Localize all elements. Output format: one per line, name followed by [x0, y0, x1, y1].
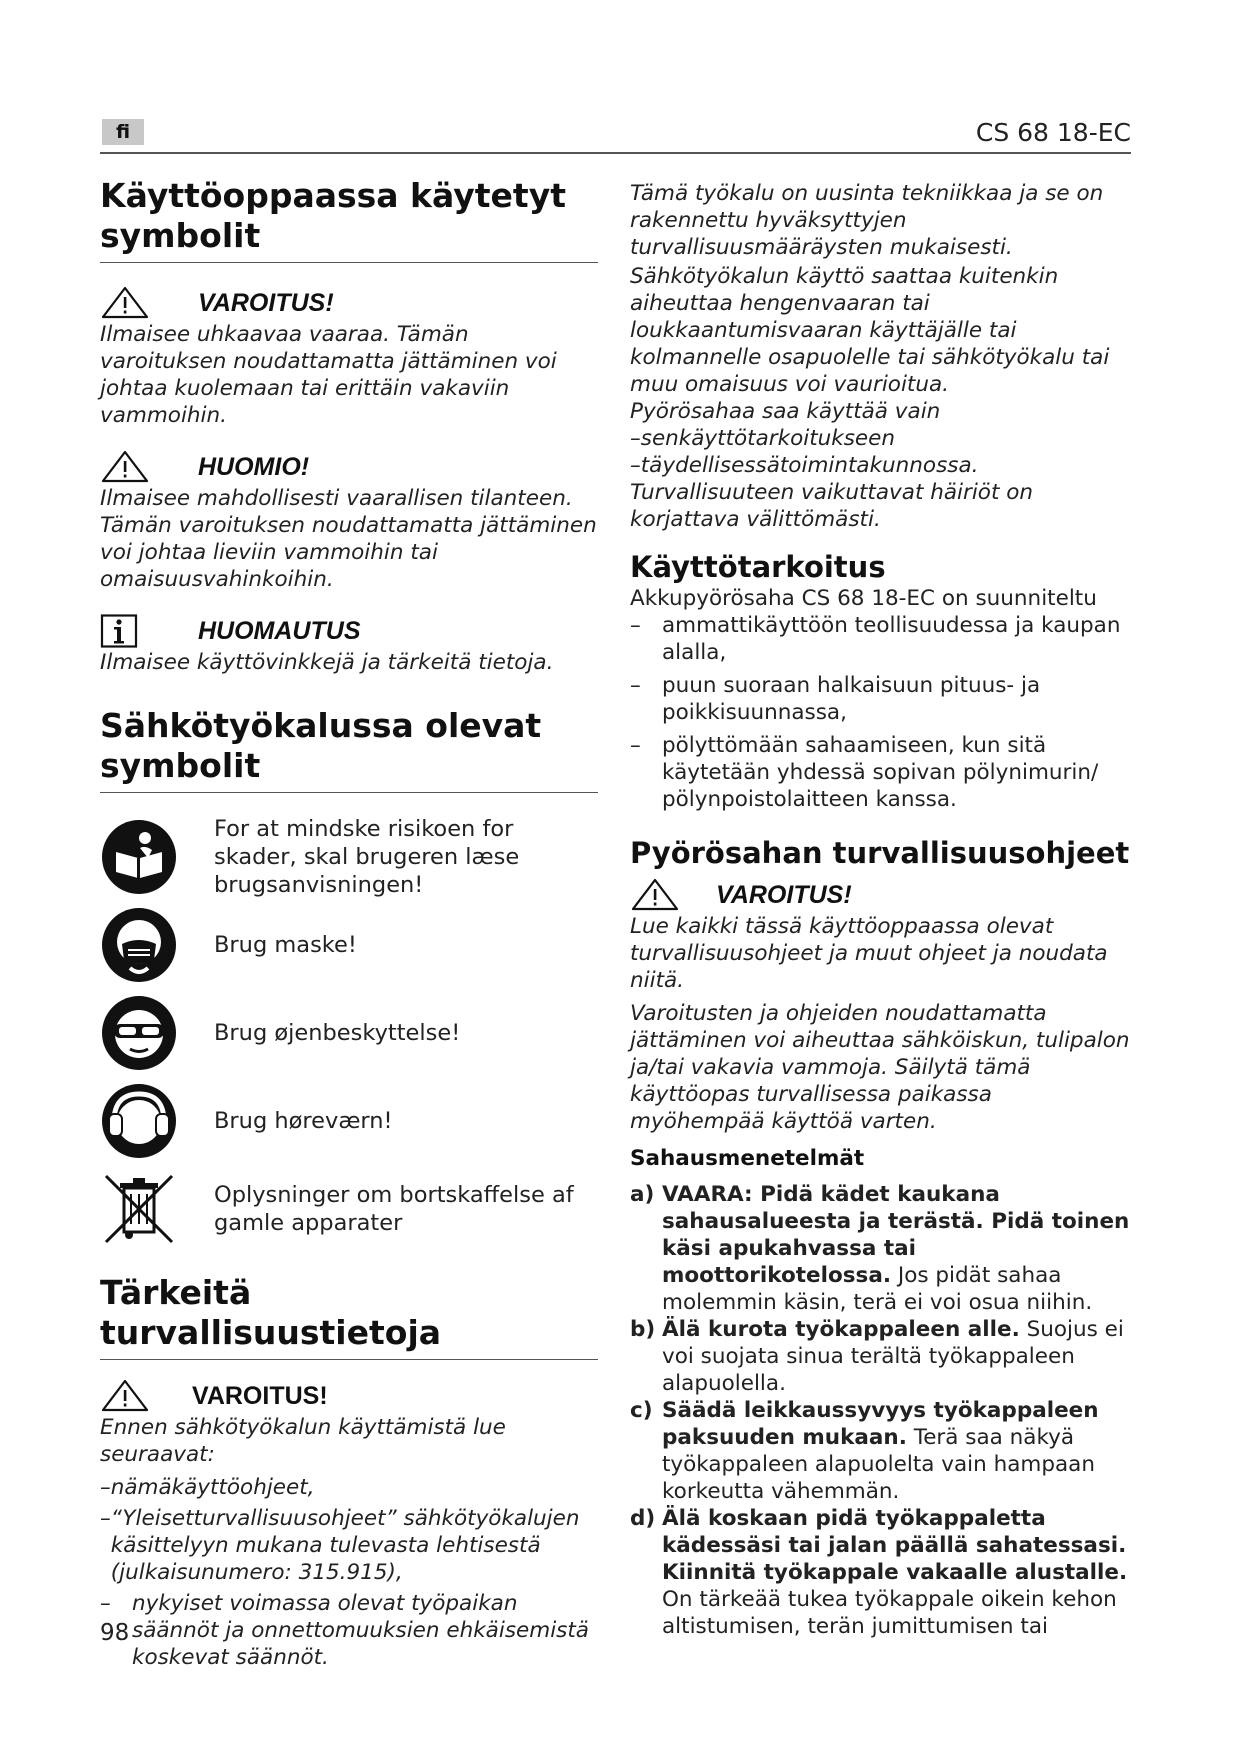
symbol-text: Brug maske! — [214, 932, 357, 958]
list-item — [630, 612, 1132, 666]
list-text: “Yleisetturvallisuusohjeet” sähkötyökalujen käsittelyyn mukana tulevasta lehtisestä (julkaisunumero: 315.915), — [110, 1506, 580, 1585]
warning-text: Ilmaisee uhkaavaa vaaraa. Tämän varoituksen noudattamatta jättäminen voi johtaa kuolemaan tai erittäin vakaviin vammoihin. — [100, 322, 557, 428]
list-marker: c) — [630, 1398, 653, 1423]
safety-intro: Ennen sähkötyökalun käyttämistä lue seuraavat: — [100, 1415, 506, 1467]
model-name: CS 68 18-EC — [975, 118, 1131, 147]
list-text: ammattikäyttöön teollisuudessa ja kaupan alalla, — [662, 613, 1121, 665]
list-marker: d) — [630, 1506, 656, 1531]
weee-bin-icon — [100, 1170, 178, 1248]
list-dash: – — [630, 733, 641, 758]
list-text: nykyiset voimassa olevat työpaikan säännöt ja onnettomuuksien ehkäisemistä koskevat säännöt. — [132, 1591, 589, 1670]
safety-warning-block — [100, 1378, 598, 1671]
method-item — [630, 1505, 1132, 1640]
warning-label: VAROITUS! — [192, 1381, 328, 1410]
ear-protection-icon — [100, 1082, 178, 1160]
method-bold: Älä kurota työkappaleen alle. — [662, 1317, 1020, 1342]
warning-triangle-icon — [630, 878, 680, 912]
use-item: –senkäyttötarkoitukseen — [630, 426, 895, 451]
list-marker: a) — [630, 1182, 655, 1207]
warning-triangle-icon — [100, 1379, 150, 1413]
symbol-row — [100, 991, 598, 1075]
note-block — [100, 613, 598, 676]
heading-purpose: Käyttötarkoitus — [630, 550, 886, 584]
language-badge: fi — [102, 119, 144, 145]
eye-protection-icon — [100, 994, 178, 1072]
list-marker: b) — [630, 1317, 656, 1342]
mask-icon — [100, 906, 178, 984]
caution-triangle-icon — [100, 450, 150, 484]
symbol-row — [100, 815, 598, 899]
list-dash: – — [630, 673, 641, 698]
left-column — [100, 176, 598, 1671]
symbol-text: For at mindske risikoen for skader, skal brugeren læse brugsanvisningen! — [214, 816, 520, 898]
method-item — [630, 1181, 1132, 1316]
method-text: On tärkeää tukea työkappale oikein kehon altistumisen, terän jumittumisen tai — [662, 1587, 1117, 1639]
list-item — [100, 1505, 598, 1586]
saw-warning-block — [630, 877, 1132, 1135]
section-rule — [100, 792, 598, 793]
intro-text: Sähkötyökalun käyttö saattaa kuitenkin aiheuttaa hengenvaaran tai loukkaantumisvaaran käyttäjälle tai kolmannelle osapuolelle tai sähkötyökalu tai muu omaisuus voi vaurioitua. — [630, 264, 1110, 397]
symbol-text: Oplysninger om bortskaffelse af gamle apparater — [214, 1182, 574, 1236]
symbol-list — [100, 815, 598, 1251]
method-text: Terä saa näkyä työkappaleen alapuolelta vain hampaan korkeutta vähemmän. — [662, 1425, 1095, 1504]
symbol-row — [100, 903, 598, 987]
method-text: Jos pidät sahaa molemmin käsin, terä ei voi osua niihin. — [662, 1263, 1093, 1315]
list-dash: – — [630, 613, 641, 638]
warning-triangle-icon — [100, 286, 150, 320]
heading-tool-symbols: Sähkötyökalussa olevat symbolit — [100, 706, 542, 785]
caution-text: Ilmaisee mahdollisesti vaarallisen tilanteen. Tämän varoituksen noudattamatta jättäminen voi johtaa lieviin vammoihin tai omaisuusvahinkoihin. — [100, 486, 597, 592]
list-item — [630, 732, 1132, 813]
purpose-list — [630, 612, 1132, 813]
symbol-text: Brug høreværn! — [214, 1108, 393, 1134]
method-text: Suojus ei voi suojata sinua terältä työkappaleen alapuolella. — [662, 1317, 1124, 1396]
saw-warning-text: Lue kaikki tässä käyttöoppaassa olevat turvallisuusohjeet ja muut ohjeet ja noudata niitä. — [630, 914, 1108, 993]
method-bold: Säädä leikkaussyvyys työkappaleen paksuuden mukaan. — [662, 1398, 1099, 1450]
heading-methods: Sahausmenetelmät — [630, 1146, 865, 1171]
heading-safety-info: Tärkeitä turvallisuustietoja — [100, 1273, 442, 1352]
caution-block — [100, 449, 598, 593]
list-dash: – — [100, 1591, 111, 1616]
list-item — [100, 1590, 598, 1671]
symbol-row — [100, 1167, 598, 1251]
method-bold: VAARA: Pidä kädet kaukana sahausalueesta ja terästä. Pidä toinen käsi apukahvassa tai moottorikotelossa. — [662, 1182, 1130, 1288]
heading-saw-safety: Pyörösahan turvallisuusohjeet — [630, 836, 1130, 870]
read-manual-icon — [100, 818, 178, 896]
note-text: Ilmaisee käyttövinkkejä ja tärkeitä tietoja. — [100, 650, 554, 675]
warning-label: VAROITUS! — [198, 288, 334, 317]
intro-text: Tämä työkalu on uusinta tekniikkaa ja se on rakennettu hyväksyttyjen turvallisuusmääräysten mukaisesti. — [630, 181, 1104, 260]
list-text: pölyttömään sahaamiseen, kun sitä käytetään yhdessä sopivan pölynimurin/ pölynpoistolaitteen kanssa. — [662, 733, 1099, 812]
list-item — [630, 672, 1132, 726]
list-item — [100, 1474, 598, 1501]
section-rule — [100, 262, 598, 263]
list-text: puun suoraan halkaisuun pituus- ja poikkisuunnassa, — [662, 673, 1041, 725]
method-bold: Älä koskaan pidä työkappaletta kädessäsi tai jalan päällä sahatessasi. Kiinnitä työkappale vakaalle alustalle. — [662, 1506, 1128, 1585]
saw-warning-text: Varoitusten ja ohjeiden noudattamatta jättäminen voi aiheuttaa sähköiskun, tulipalon ja/tai vakavia vammoja. Säilytä tämä käyttöopas turvallisessa paikassa myöhempää käyttöä varten. — [630, 1001, 1130, 1134]
intro-text: Pyörösahaa saa käyttää vain — [630, 399, 941, 424]
use-item: –täydellisessätoimintakunnossa. — [630, 453, 979, 478]
methods-list — [630, 1181, 1132, 1640]
list-dash: – — [100, 1506, 111, 1531]
page-number: 98 — [100, 1620, 130, 1646]
note-label: HUOMAUTUS — [198, 616, 361, 645]
method-item — [630, 1397, 1132, 1505]
method-item — [630, 1316, 1132, 1397]
intro-text: Turvallisuuteen vaikuttavat häiriöt on korjattava välittömästi. — [630, 480, 1033, 532]
caution-label: HUOMIO! — [198, 452, 310, 481]
symbol-text: Brug øjenbeskyttelse! — [214, 1020, 461, 1046]
heading-manual-symbols: Käyttöoppaassa käytetyt symbolit — [100, 176, 566, 255]
safety-list — [100, 1474, 598, 1671]
list-dash: – — [100, 1475, 111, 1500]
section-rule — [100, 1359, 598, 1360]
info-icon — [100, 614, 150, 648]
right-column — [630, 180, 1132, 1640]
header-rule — [100, 152, 1131, 154]
symbol-row — [100, 1079, 598, 1163]
warning-block — [100, 285, 598, 429]
purpose-intro: Akkupyörösaha CS 68 18-EC on suunniteltu — [630, 586, 1097, 611]
list-text: nämäkäyttöohjeet, — [110, 1475, 315, 1500]
warning-label: VAROITUS! — [716, 880, 852, 909]
